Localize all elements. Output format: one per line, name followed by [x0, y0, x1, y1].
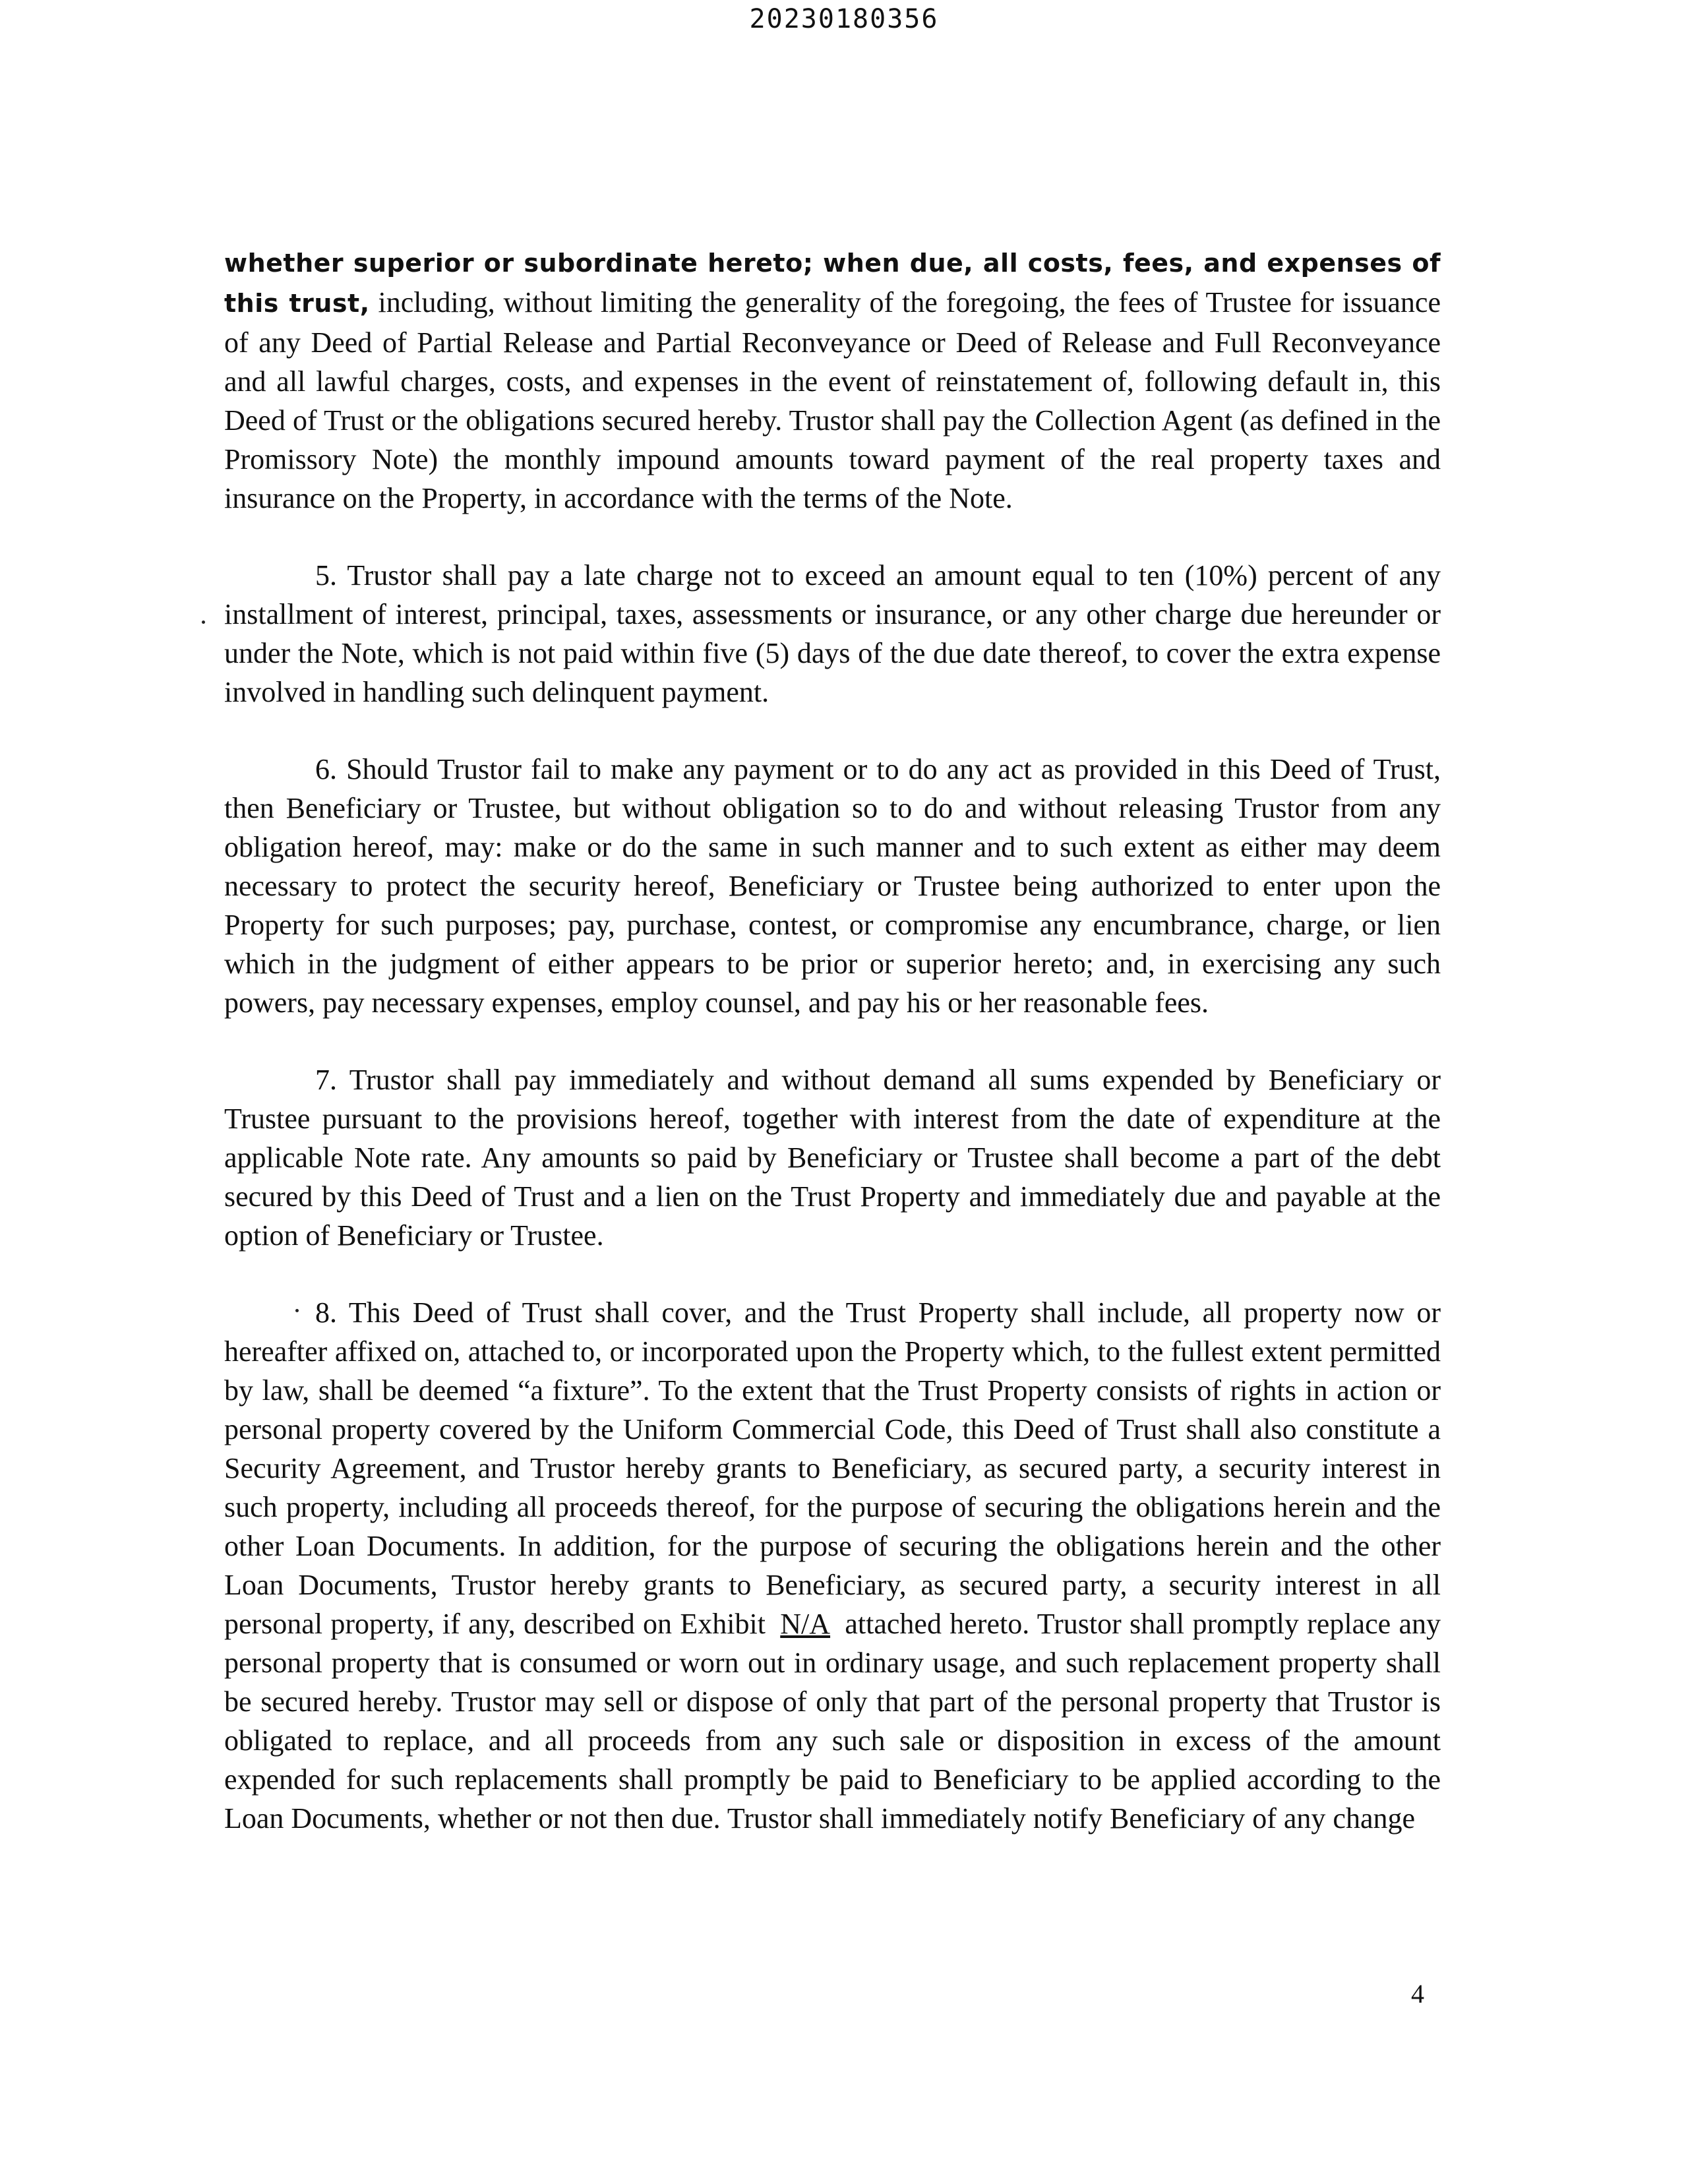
- paragraph-continuation-text: including, without limiting the generality of the foregoing, the fees of Trustee for issuance of any Deed of Partial Release and Partial Reconveyance or Deed of Release and Full Reconveyance and all lawful charges, costs, and expenses in the event of reinstatement of, following default in, this Deed of Trust or the obligations secured hereby. Trustor shall pay the Collection Agent (as defined in the Promissory Note) the monthly impound amounts toward payment of the real property taxes and insurance on the Property, in accordance with the terms of the Note.: [224, 286, 1441, 514]
- document-number: 20230180356: [749, 4, 939, 34]
- scan-speck: [295, 1309, 299, 1312]
- paragraph-continuation: [224, 243, 1441, 518]
- paragraph-5-text: Trustor shall pay a late charge not to exceed an amount equal to ten (10%) percent of any installment of interest, principal, taxes, assessments or insurance, or any other charge due hereunder or under the Note, which is not paid within five (5) days of the due date thereof, to cover the extra expense involved in handling such delinquent payment.: [224, 559, 1441, 708]
- paragraph-7: [224, 1060, 1441, 1255]
- paragraph-7-text: Trustor shall pay immediately and without demand all sums expended by Beneficiary or Trustee pursuant to the provisions hereof, together with interest from the date of expenditure at the applicable Note rate. Any amounts so paid by Beneficiary or Trustee shall become a part of the debt secured by this Deed of Trust and a lien on the Trust Property and immediately due and payable at the option of Beneficiary or Trustee.: [224, 1064, 1441, 1252]
- document-body: [224, 243, 1441, 1876]
- exhibit-blank-value: N/A: [780, 1608, 831, 1640]
- paragraph-5-number: 5.: [315, 559, 337, 592]
- paragraph-8-text-after: attached hereto. Trustor shall promptly replace any personal property that is consumed or worn out in ordinary usage, and such replacement property shall be secured hereby. Trustor may sell or dispose of only that part of the personal property that Trustor is obligated to replace, and all proceeds from any such sale or disposition in excess of the amount expended for such replacements shall promptly be paid to Beneficiary to be applied according to the Loan Documents, whether or not then due. Trustor shall immediately notify Beneficiary of any change: [224, 1608, 1441, 1835]
- page-number: 4: [1411, 1979, 1424, 2009]
- paragraph-6-number: 6.: [315, 753, 337, 785]
- paragraph-6: [224, 750, 1441, 1022]
- paragraph-8-number: 8.: [315, 1296, 337, 1329]
- paragraph-5: [224, 556, 1441, 712]
- paragraph-7-number: 7.: [315, 1064, 337, 1096]
- paragraph-8-text-before: This Deed of Trust shall cover, and the Trust Property shall include, all property now or hereafter affixed on, attached to, or incorporated upon the Property which, to the fullest extent permitted by law, shall be deemed “a fixture”. To the extent that the Trust Property consists of rights in action or personal property covered by the Uniform Commercial Code, this Deed of Trust shall also constitute a Security Agreement, and Trustor hereby grants to Beneficiary, as secured party, a security interest in such property, including all proceeds thereof, for the purpose of securing the obligations herein and the other Loan Documents. In addition, for the purpose of securing the obligations herein and the other Loan Documents, Trustor hereby grants to Beneficiary, as secured party, a security interest in all personal property, if any, described on Exhibit: [224, 1296, 1441, 1640]
- scan-speck: [202, 621, 205, 624]
- paragraph-8: [224, 1293, 1441, 1838]
- paragraph-continuation-lead: whether superior or subordinate hereto; when due, all costs, fees, and expenses of this trust,: [224, 249, 1441, 318]
- paragraph-6-text: Should Trustor fail to make any payment or to do any act as provided in this Deed of Trust, then Beneficiary or Trustee, but without obligation so to do and without releasing Trustor from any obligation hereof, may: make or do the same in such manner and to such extent as either may deem necessary to protect the security hereof, Beneficiary or Trustee being authorized to enter upon the Property for such purposes; pay, purchase, contest, or compromise any encumbrance, charge, or lien which in the judgment of either appears to be prior or superior hereto; and, in exercising any such powers, pay necessary expenses, employ counsel, and pay his or her reasonable fees.: [224, 753, 1441, 1019]
